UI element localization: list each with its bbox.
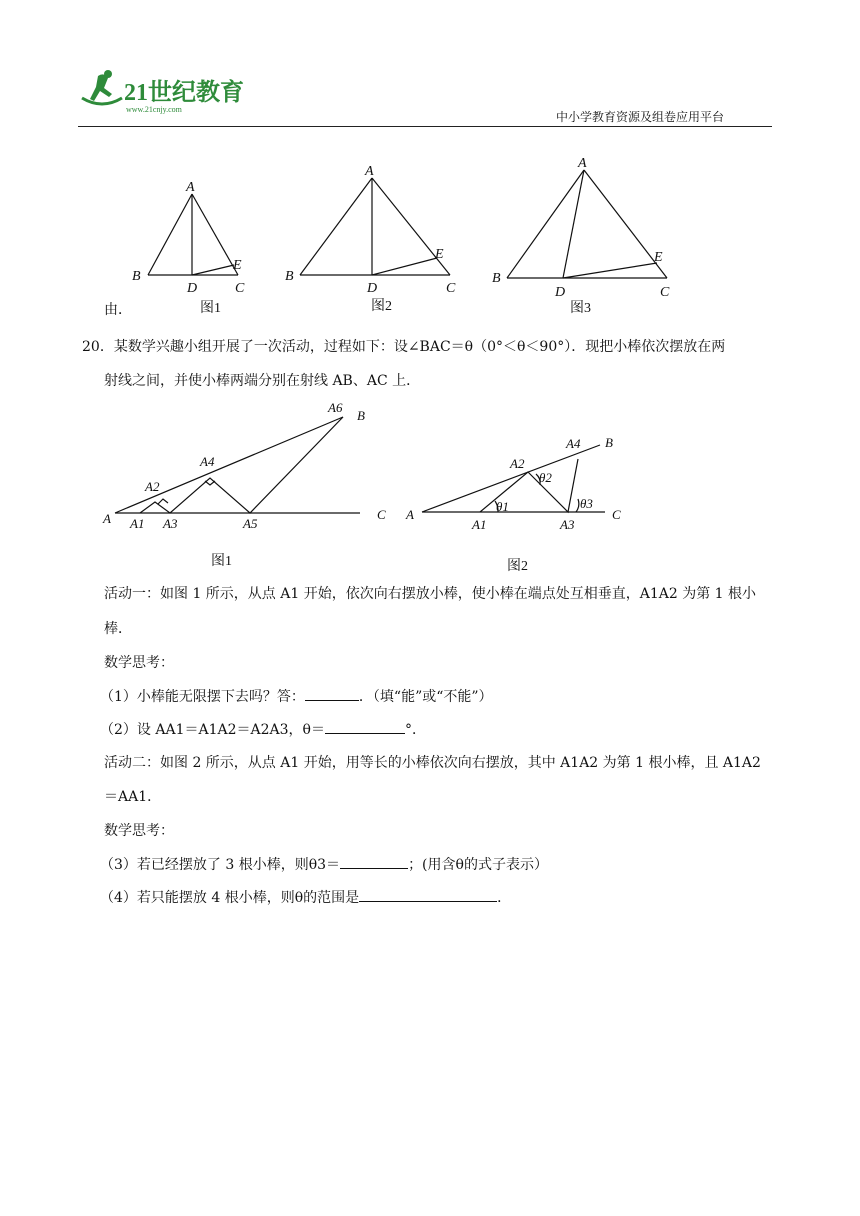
q2-text-a: （2）设 AA1＝A1A2＝A2A3，θ＝	[100, 722, 325, 738]
fig2-label-a: A	[365, 164, 374, 179]
runner-logo-icon	[78, 68, 258, 118]
fig2-label-e: E	[435, 247, 444, 262]
fig1-label-a5: A5	[243, 516, 258, 531]
fig2-label-a: A	[406, 507, 414, 522]
fig2-label-a2: A2	[510, 456, 525, 471]
activity1-line2: 棒．	[104, 621, 132, 637]
q20-fig2	[400, 425, 640, 575]
q2-text-b: °．	[404, 722, 426, 738]
fig1-label-a: A	[103, 511, 111, 526]
fig1-caption: 图1	[211, 554, 232, 569]
question-3	[100, 854, 548, 875]
think2-heading: 数学思考：	[104, 823, 174, 839]
fig1-label-a4: A4	[200, 454, 215, 469]
q1-answer-blank[interactable]	[305, 686, 359, 701]
fig2-label-c: C	[446, 281, 456, 296]
q1-text-a: （1）小棒能无限摆下去吗？答：	[100, 689, 305, 705]
q2-answer-blank[interactable]	[325, 719, 405, 734]
fig2-label-theta3: θ3	[580, 496, 593, 511]
fig3-label-c: C	[660, 285, 670, 300]
fig2-label-a1: A1	[472, 517, 487, 532]
q19-figures	[100, 150, 700, 325]
fig3-label-a: A	[578, 156, 587, 171]
fig2-label-c: C	[612, 507, 621, 522]
fig1-label-b: B	[357, 408, 365, 423]
q4-text-a: （4）若只能摆放 4 根小棒，则θ的范围是	[100, 890, 360, 906]
fig2-label-a3: A3	[560, 517, 575, 532]
fig2-caption: 图2	[371, 299, 392, 314]
logo	[78, 68, 258, 118]
fig1-label-a3: A3	[163, 516, 178, 531]
activity2-line2: ＝AA1．	[104, 789, 162, 805]
fig1-label-a6: A6	[328, 400, 343, 415]
question-4	[100, 887, 511, 908]
fig1-label-a1: A1	[130, 516, 145, 531]
fig2-label-b: B	[605, 435, 613, 450]
fig1-label-a: A	[186, 180, 195, 195]
fig1-label-a2: A2	[145, 479, 160, 494]
fig2-label-theta1: θ1	[496, 499, 509, 514]
fig3-label-e: E	[654, 250, 663, 265]
question-2	[100, 719, 426, 740]
question-1	[100, 686, 493, 707]
fig1-label-e: E	[233, 258, 242, 273]
q4-answer-blank[interactable]	[359, 887, 497, 902]
fig2-label-b: B	[285, 269, 294, 284]
q4-text-b: ．	[497, 890, 512, 906]
activity1-line1: 活动一：如图 1 所示，从点 A1 开始，依次向右摆放小棒，使小棒在端点处互相垂直，A1A2 为第 1 根小	[104, 586, 757, 602]
q3-text-a: （3）若已经摆放了 3 根小棒，则θ3＝	[100, 857, 341, 873]
fig2-label-a4: A4	[566, 436, 581, 451]
fig1-label-b: B	[132, 269, 141, 284]
q19-tail: 由．	[104, 302, 132, 318]
platform-name: 中小学教育资源及组卷应用平台	[556, 110, 725, 124]
q20-intro-line2: 射线之间，并使小棒两端分别在射线 AB、AC 上．	[104, 373, 421, 389]
q1-text-b: ．（填“能”或“不能”）	[358, 689, 493, 705]
activity2-line1: 活动二：如图 2 所示，从点 A1 开始，用等长的小棒依次向右摆放，其中 A1A2 为第 1 根小棒，且 A1A2	[104, 755, 761, 771]
q3-text-b: ；(用含θ的式子表示）	[408, 857, 548, 873]
fig1-label-c: C	[377, 507, 386, 522]
q20-fig1	[95, 395, 395, 575]
fig2-label-d: D	[367, 281, 378, 296]
logo-url: www.21cnjy.com	[126, 105, 182, 114]
think1-heading: 数学思考：	[104, 655, 174, 671]
logo-text: 21世纪教育	[124, 80, 244, 106]
fig1-label-d: D	[187, 281, 198, 296]
q3-answer-blank[interactable]	[340, 854, 408, 869]
header-divider	[78, 126, 772, 127]
fig1-label-c: C	[235, 281, 245, 296]
fig2-caption: 图2	[507, 559, 528, 574]
fig1-caption: 图1	[200, 301, 221, 316]
q20-intro-line1: 20．某数学兴趣小组开展了一次活动，过程如下：设∠BAC＝θ（0°＜θ＜90°）．现把小棒依次摆放在两	[82, 339, 726, 355]
fig3-caption: 图3	[570, 301, 591, 316]
fig2-label-theta2: θ2	[539, 470, 552, 485]
fig3-label-d: D	[555, 285, 566, 300]
fig3-label-b: B	[492, 271, 501, 286]
